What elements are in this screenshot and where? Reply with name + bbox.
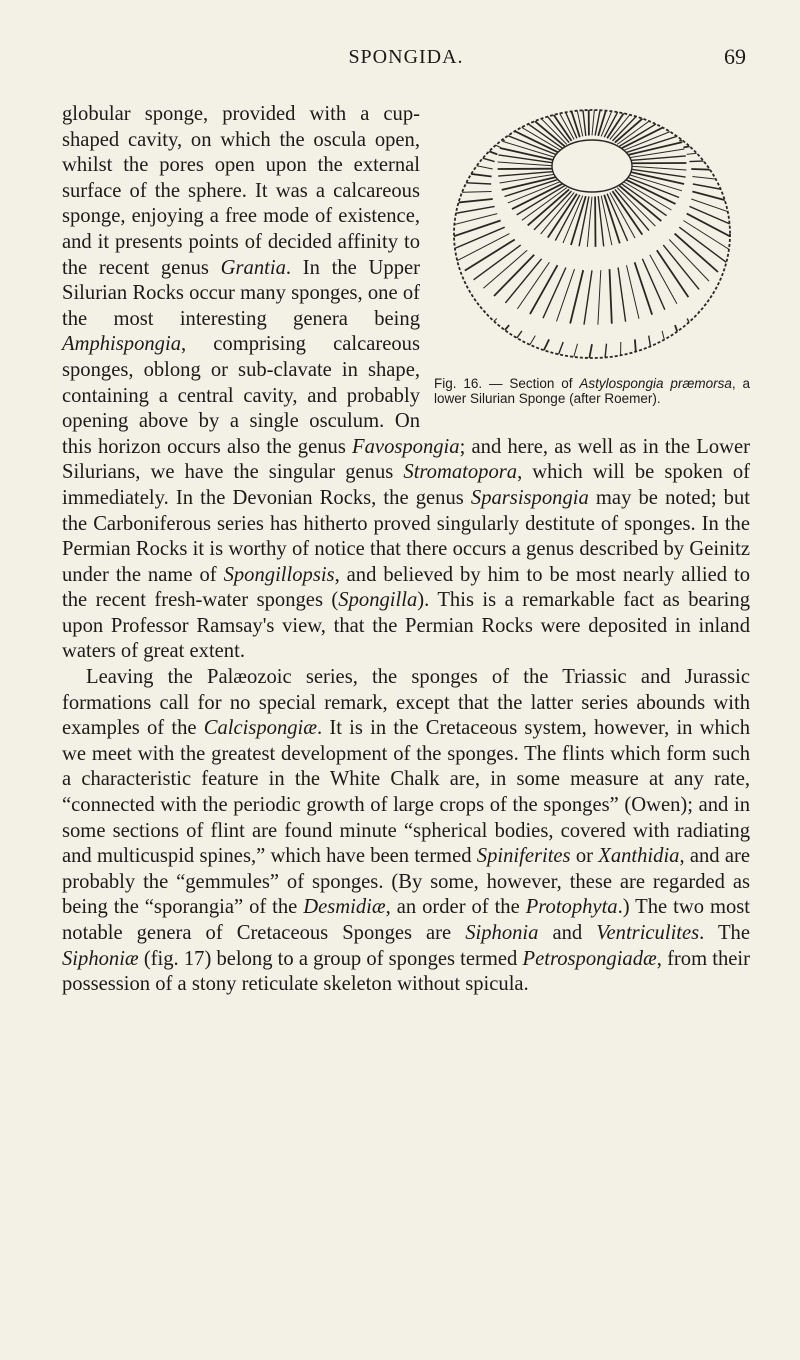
genus-name: Siphoniæ: [62, 947, 139, 970]
canal-stroke: [436, 206, 495, 216]
canal-stroke: [657, 106, 701, 118]
text-run: , comprising calcareous sponges, oblong or sub-clavate in shape, containing a central cavity, and probably opening above by a single osculum. On this horizon occurs also the genus: [62, 333, 420, 458]
genus-name: Grantia: [220, 256, 286, 279]
text-run: , and believed by him to be most nearly allied to the recent fresh-water sponges (: [62, 563, 750, 612]
text-run: Leaving the Palæozoic series, the sponges of the Triassic and Jurassic formations call for no special remark, except that the latter series abounds with examples of the: [62, 666, 750, 740]
canal-stroke: [620, 342, 621, 374]
text-run: . The: [699, 922, 750, 944]
genus-name: Amphispongia: [62, 333, 181, 356]
text-run: or: [570, 845, 599, 868]
canal-stroke: [610, 269, 612, 324]
canal-stroke: [543, 268, 566, 319]
canal-stroke: [496, 106, 528, 118]
canal-stroke: [507, 106, 534, 113]
genus-name: Sparsispongia: [470, 486, 589, 509]
canal-stroke: [570, 270, 583, 323]
canal-stroke: [742, 137, 750, 142]
book-page: [62, 40, 750, 998]
canal-stroke: [584, 270, 592, 324]
canal-stroke: [669, 106, 719, 129]
canal-stroke: [649, 336, 659, 374]
genus-name: Favospongia: [352, 435, 460, 458]
canal-stroke: [627, 265, 640, 319]
canal-stroke: [445, 135, 497, 155]
canal-stroke: [487, 331, 522, 374]
canal-stroke: [650, 106, 690, 113]
genus-name: Spongillopsis: [223, 563, 335, 586]
canal-stroke: [642, 106, 678, 109]
genus-name: Calcispongiæ: [203, 717, 318, 740]
canal-stroke: [485, 106, 521, 123]
text-run: (fig. 17) belong to a group of sponges termed: [138, 947, 523, 970]
canal-stroke: [434, 106, 456, 120]
canal-stroke: [635, 262, 653, 314]
canal-stroke: [613, 106, 651, 141]
canal-stroke: [709, 303, 742, 353]
canal-stroke: [679, 126, 734, 141]
figure-caption: [434, 376, 750, 406]
canal-stroke: [736, 122, 750, 131]
text-run: , an order of the: [385, 896, 526, 919]
canal-stroke: [742, 262, 750, 300]
canal-stroke: [691, 199, 747, 219]
canal-stroke: [692, 177, 750, 183]
text-run: ). This is a remarkable fact as bearing upon Professor Ramsay's view, that the Permian Rocks were deposited in inland waters of great extent.: [62, 589, 750, 663]
text-run: , and are probably the “gemmules” of sponges. (By some, however, these are regarded as being the “sporangia” of the: [62, 845, 750, 919]
canal-stroke: [505, 336, 536, 374]
canal-stroke: [434, 303, 475, 340]
canal-stroke: [451, 124, 501, 147]
text-run: . In the Upper Silurian Rocks occur many sponges, one of the most interesting genera being: [62, 256, 420, 330]
canal-stroke: [434, 181, 491, 184]
canal-stroke: [663, 106, 710, 123]
canal-stroke: [675, 115, 728, 134]
canal-stroke: [689, 159, 748, 161]
canal-stroke: [475, 106, 515, 129]
sponge-section-illustration: [434, 106, 750, 374]
canal-stroke: [434, 135, 436, 153]
figure-16: [434, 106, 750, 406]
text-run: . It is in the Cretaceous system, however, in which we meet with the greatest development of the sponges. The flints which form such a characteristic feature in the White Chalk are, in some measure at any rate, “connected with the periodic growth of large crops of the sponges” (Owen); and in some sections of flint are found minute “spherical bodies, covered with radiating and multicuspid spines,” which have been termed: [62, 717, 751, 868]
canal-stroke: [662, 331, 677, 374]
page-header: [62, 40, 750, 76]
canal-stroke: [675, 325, 695, 374]
text-run: may be noted; but the Carboniferous series has hitherto proved singularly destitute of sponges. In the Permian Rocks it is worthy of notice that there occurs a genus described by Geinitz under the name of: [62, 486, 750, 586]
genus-name: Siphonia: [465, 922, 539, 944]
canal-stroke: [699, 311, 728, 364]
running-title: SPONGIDA.: [348, 46, 464, 68]
genus-name: Ventriculites: [596, 922, 700, 944]
canal-stroke: [450, 227, 505, 250]
canal-stroke: [642, 259, 664, 310]
canal-stroke: [458, 114, 505, 141]
canal-stroke: [470, 325, 509, 372]
canal-stroke: [635, 339, 639, 374]
canal-stroke: [618, 268, 626, 322]
body-text: [62, 102, 750, 998]
canal-stroke: [466, 106, 509, 134]
canal-stroke: [748, 251, 750, 285]
canal-stroke: [434, 106, 465, 111]
canal-stroke: [434, 106, 448, 131]
canal-stroke: [692, 192, 750, 207]
caption-dash: — Section of: [482, 376, 580, 391]
text-run: ; and here, as well as in the Lower Silurians, we have the singular genus: [62, 435, 750, 484]
genus-name: Protophyta: [525, 896, 618, 919]
text-run: , from their possession of a stony reticulate skeleton without spicula.: [62, 947, 750, 996]
canal-stroke: [434, 199, 493, 205]
canal-stroke: [434, 120, 442, 142]
canal-stroke: [523, 339, 549, 374]
canal-stroke: [581, 344, 592, 374]
genus-name: Spiniferites: [476, 845, 571, 868]
genus-name: Petrospongiadæ: [522, 947, 657, 970]
canal-stroke: [439, 311, 485, 351]
canal-stroke: [519, 106, 541, 109]
canal-stroke: [650, 255, 677, 304]
genus-name: Stromatopora: [403, 461, 518, 484]
canal-stroke: [434, 262, 442, 283]
canal-stroke: [530, 265, 558, 314]
canal-stroke: [687, 319, 711, 374]
paragraph-2: [62, 665, 750, 998]
text-run: , which will be spoken of immediately. In the Devonian Rocks, the genus: [62, 461, 750, 509]
text-run: globular sponge, provided with a cup-shaped cavity, on which the oscula open, whilst the pores open upon the external surface of the sphere. It was a calcareous sponge, enjoying a free mode of existence, and it presents points of decided affinity to the recent genus: [62, 103, 420, 279]
text-run: and: [538, 922, 597, 944]
text-run: .) The two most notable genera of Cretaceous Sponges are: [62, 896, 751, 944]
canal-stroke: [440, 214, 498, 229]
canal-stroke: [691, 169, 750, 171]
canal-stroke: [728, 108, 750, 121]
canal-stroke: [434, 251, 436, 267]
canal-stroke: [719, 106, 750, 111]
canal-stroke: [728, 284, 750, 329]
canal-stroke: [600, 344, 606, 374]
canal-stroke: [736, 273, 750, 314]
canal-stroke: [689, 206, 744, 230]
genus-name: Xanthidia: [598, 845, 680, 868]
canal-stroke: [561, 344, 577, 374]
genus-name: Desmidiæ: [303, 896, 386, 919]
page-number: 69: [724, 44, 746, 69]
canal-stroke: [454, 319, 497, 363]
canal-stroke: [719, 293, 750, 341]
canal-stroke: [598, 270, 601, 325]
canal-stroke: [535, 106, 569, 143]
canal-stroke: [434, 284, 456, 313]
canal-stroke: [434, 273, 448, 298]
canal-stroke: [555, 195, 580, 241]
caption-label: Fig. 16.: [434, 376, 483, 391]
genus-name: Spongilla: [338, 589, 418, 612]
caption-species: Astylospongia præmorsa: [579, 376, 732, 391]
canal-stroke: [434, 293, 465, 326]
caption-description: , a lower Silurian Sponge (after Roemer).: [434, 376, 750, 406]
canal-stroke: [683, 137, 739, 148]
canal-stroke: [444, 221, 500, 240]
canal-stroke: [434, 169, 492, 176]
